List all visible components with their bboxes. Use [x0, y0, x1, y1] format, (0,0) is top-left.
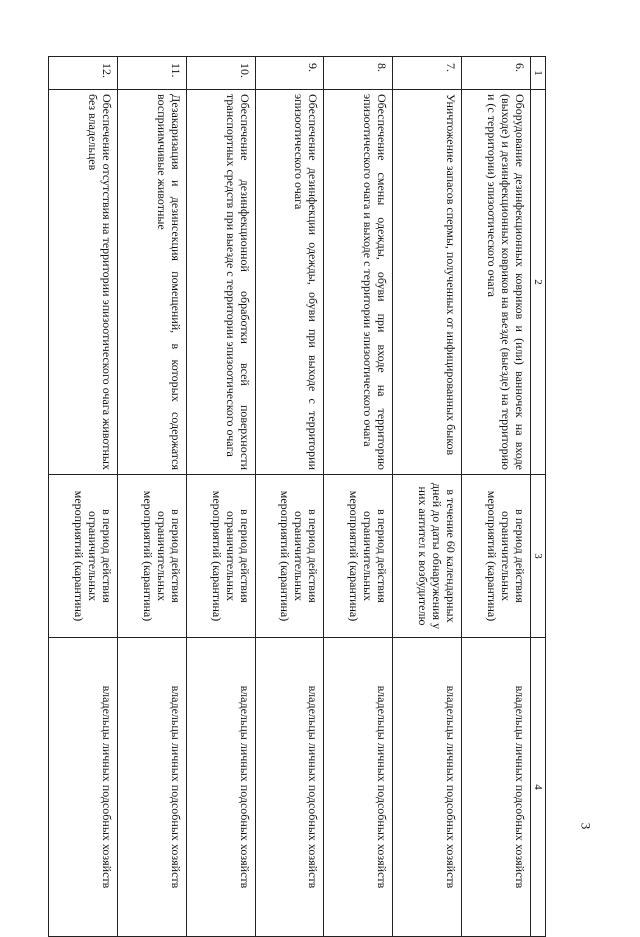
table-row — [324, 57, 393, 937]
row-number: 11. — [117, 57, 186, 90]
table-row — [117, 57, 186, 937]
measure-text: Уничтожение запасов спермы, полученных от инфицированных быков — [393, 90, 462, 475]
measure-text: Обеспечение смены одежды, обуви при входе на территорию эпизоотического очага и выходе с территории эпизоотического очага — [324, 90, 393, 475]
row-number: 12. — [49, 57, 118, 90]
column-header-4: 4 — [531, 638, 546, 937]
row-number: 6. — [462, 57, 531, 90]
column-header-2: 2 — [531, 90, 546, 475]
responsible-text: владельцы личных подсобных хозяйств — [117, 638, 186, 937]
column-header-1: 1 — [531, 57, 546, 90]
row-number: 10. — [186, 57, 255, 90]
row-number: 7. — [393, 57, 462, 90]
measure-text: Обеспечение дезинфекции одежды, обуви при выходе с территории эпизоотического очага — [255, 90, 324, 475]
table-row — [186, 57, 255, 937]
table-row — [393, 57, 462, 937]
page-number: 3 — [578, 822, 594, 830]
responsible-text: владельцы личных подсобных хозяйств — [186, 638, 255, 937]
row-number: 8. — [324, 57, 393, 90]
measure-text: Обеспечение дезинфекционной обработки всей поверхности транспортных средств при выезде с территории эпизоотического очага — [186, 90, 255, 475]
measure-text: Оборудование дезинфекционных ковриков и (или) ванночек на входе (выходе) и дезинфекционных ковриков на въезде (выезде) на территорию и (с территории) эпизоотического очага — [462, 90, 531, 475]
term-text: в период действия ограничительных мероприятий (карантина) — [117, 475, 186, 638]
table-row — [49, 57, 118, 937]
term-text: в период действия ограничительных мероприятий (карантина) — [255, 475, 324, 638]
term-text: в период действия ограничительных мероприятий (карантина) — [324, 475, 393, 638]
table-row — [255, 57, 324, 937]
table-row — [462, 57, 531, 937]
responsible-text: владельцы личных подсобных хозяйств — [49, 638, 118, 937]
row-number: 9. — [255, 57, 324, 90]
term-text: в период действия ограничительных мероприятий (карантина) — [49, 475, 118, 638]
measure-text: Обеспечение отсутствия на территории эпизоотического очага животных без владельцев — [49, 90, 118, 475]
measure-text: Дезакаризация и дезинсекция помещений, в которых содержатся восприимчивые животные — [117, 90, 186, 475]
rotated-table-container — [48, 56, 546, 916]
term-text: в период действия ограничительных мероприятий (карантина) — [186, 475, 255, 638]
table-header-row — [531, 57, 546, 937]
responsible-text: владельцы личных подсобных хозяйств — [324, 638, 393, 937]
responsible-text: владельцы личных подсобных хозяйств — [393, 638, 462, 937]
measures-table — [48, 56, 546, 937]
term-text: в период действия ограничительных мероприятий (карантина) — [462, 475, 531, 638]
responsible-text: владельцы личных подсобных хозяйств — [255, 638, 324, 937]
term-text: в течение 60 календарных дней до даты обнаружения у них антител к возбудителю — [393, 475, 462, 638]
column-header-3: 3 — [531, 475, 546, 638]
responsible-text: владельцы личных подсобных хозяйств — [462, 638, 531, 937]
